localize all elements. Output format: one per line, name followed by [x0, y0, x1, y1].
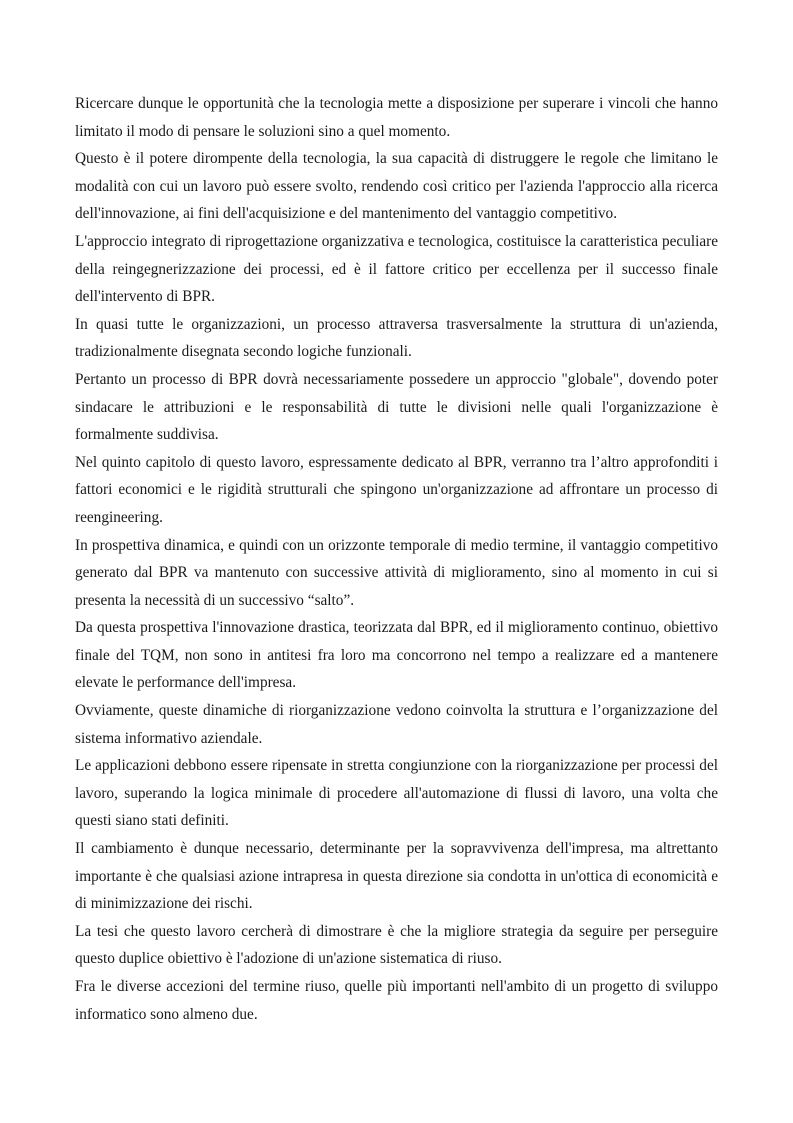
paragraph: Ovviamente, queste dinamiche di riorganizzazione vedono coinvolta la struttura e l’organizzazione del sistema informativo aziendale.	[75, 702, 718, 747]
paragraph: Pertanto un processo di BPR dovrà necessariamente possedere un approccio "globale", dovendo poter sindacare le attribuzioni e le responsabilità di tutte le divisioni nelle quali l'organizzazione è formalmente suddivisa.	[75, 370, 718, 444]
paragraph: La tesi che questo lavoro cercherà di dimostrare è che la migliore strategia da seguire per perseguire questo duplice obiettivo è l'adozione di un'azione sistematica di riuso.	[75, 922, 718, 968]
paragraph: Da questa prospettiva l'innovazione drastica, teorizzata dal BPR, ed il miglioramento continuo, obiettivo finale del TQM, non sono in antitesi fra loro ma concorrono nel tempo a realizzare ed a mantenere elevate le performance dell'impresa.	[75, 619, 718, 692]
paragraph: Le applicazioni debbono essere ripensate in stretta congiunzione con la riorganizzazione per processi del lavoro, superando la logica minimale di procedere all'automazione di flussi di lavoro, una volta che questi siano stati definiti.	[75, 757, 718, 830]
paragraph: Fra le diverse accezioni del termine riuso, quelle più importanti nell'ambito di un progetto di sviluppo informatico sono almeno due.	[75, 978, 718, 1023]
paragraph: L'approccio integrato di riprogettazione organizzativa e tecnologica, costituisce la caratteristica peculiare della reingegnerizzazione dei processi, ed è il fattore critico per eccellenza per il successo finale dell'intervento di BPR.	[75, 232, 718, 306]
paragraph: In quasi tutte le organizzazioni, un processo attraversa trasversalmente la struttura di un'azienda, tradizionalmente disegnata secondo logiche funzionali.	[75, 315, 718, 361]
paragraph: Il cambiamento è dunque necessario, determinante per la sopravvivenza dell'impresa, ma altrettanto importante è che qualsiasi azione intrapresa in questa direzione sia condotta in un'ottica di economicità e di minimizzazione dei rischi.	[75, 840, 718, 913]
paragraph: Ricercare dunque le opportunità che la tecnologia mette a disposizione per superare i vincoli che hanno limitato il modo di pensare le soluzioni sino a quel momento.	[75, 95, 718, 140]
paragraph: Nel quinto capitolo di questo lavoro, espressamente dedicato al BPR, verranno tra l’altro approfonditi i fattori economici e le rigidità strutturali che spingono un'organizzazione ad affrontare un processo di reengineering.	[75, 453, 718, 526]
paragraph: Questo è il potere dirompente della tecnologia, la sua capacità di distruggere le regole che limitano le modalità con cui un lavoro può essere svolto, rendendo così critico per l'azienda l'approccio alla ricerca dell'innovazione, ai fini dell'acquisizione e del mantenimento del vantaggio competitivo.	[75, 150, 718, 223]
paragraph: In prospettiva dinamica, e quindi con un orizzonte temporale di medio termine, il vantaggio competitivo generato dal BPR va mantenuto con successive attività di miglioramento, sino al momento in cui si presenta la necessità di un successivo “salto”.	[75, 536, 718, 609]
document-page	[75, 90, 718, 1028]
